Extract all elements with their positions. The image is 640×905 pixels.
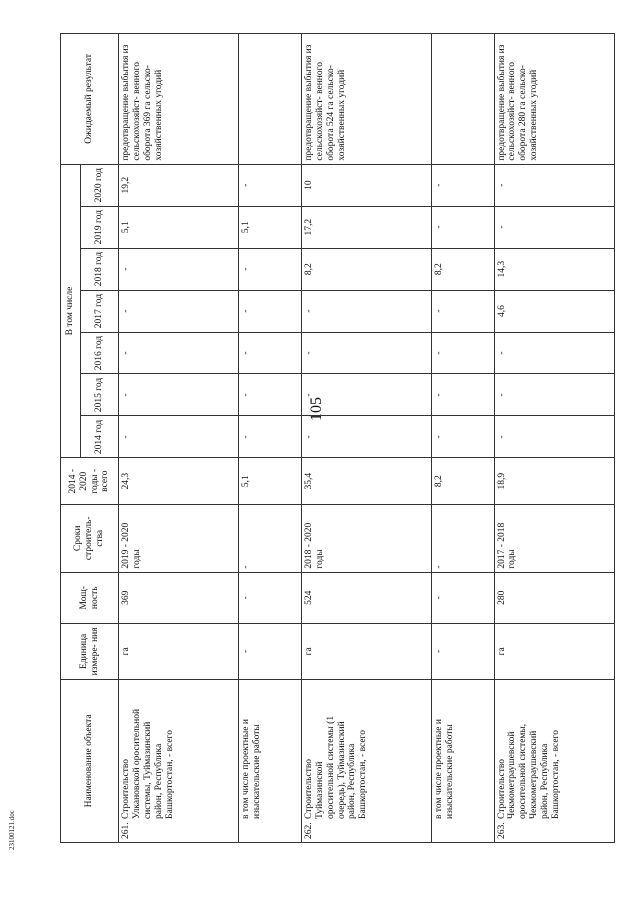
header-year: 2014 год: [81, 416, 119, 458]
term-cell: 2019 - 2020 годы: [119, 505, 239, 573]
term-cell: 2017 - 2018 годы: [494, 505, 615, 573]
year-value-cell: -: [239, 332, 301, 374]
row-number: 263.: [496, 822, 507, 839]
unit-cell: га: [494, 623, 615, 679]
table-row: [301, 34, 432, 843]
term-cell: -: [432, 505, 494, 573]
year-value-cell: -: [239, 248, 301, 290]
year-value-cell: -: [119, 374, 239, 416]
year-value-cell: -: [494, 164, 615, 206]
header-capacity: Мощ- ность: [61, 572, 119, 623]
table-row: [494, 34, 615, 843]
year-value-cell: 4,6: [494, 290, 615, 332]
year-value-cell: -: [432, 374, 494, 416]
objects-table: [60, 33, 615, 843]
year-value-cell: -: [494, 206, 615, 248]
year-value-cell: -: [301, 290, 432, 332]
unit-cell: -: [432, 623, 494, 679]
total-cell: 5,1: [239, 458, 301, 505]
year-value-cell: -: [119, 332, 239, 374]
header-expected: Ожидаемый результат: [61, 34, 119, 165]
year-value-cell: -: [432, 416, 494, 458]
header-year: 2018 год: [81, 248, 119, 290]
object-name: Строительство Чекмометраушевской оросительной системы, Чекмометраушевский район, Республика Башкортостан, - всего: [496, 723, 562, 819]
capacity-cell: 280: [494, 572, 615, 623]
unit-cell: га: [119, 623, 239, 679]
header-name: Наименование объекта: [61, 679, 119, 842]
document-table-rotated: [60, 33, 615, 843]
table-row: [239, 34, 301, 843]
object-name: Строительство Улкановской оросительной системы, Туймазинский район, Республика Башкортостан, - всего: [121, 708, 175, 819]
year-value-cell: -: [301, 416, 432, 458]
capacity-cell: -: [432, 572, 494, 623]
year-value-cell: 10: [301, 164, 432, 206]
year-value-cell: -: [239, 374, 301, 416]
year-value-cell: -: [239, 416, 301, 458]
capacity-cell: 369: [119, 572, 239, 623]
year-value-cell: 5,1: [239, 206, 301, 248]
name-cell: [494, 679, 615, 842]
year-value-cell: 19,2: [119, 164, 239, 206]
year-value-cell: 5,1: [119, 206, 239, 248]
term-cell: 2018 - 2020 годы: [301, 505, 432, 573]
header-year: 2015 год: [81, 374, 119, 416]
expected-result-cell: [432, 34, 494, 165]
header-year: 2016 год: [81, 332, 119, 374]
name-cell: [432, 679, 494, 842]
table-row: [432, 34, 494, 843]
year-value-cell: -: [432, 206, 494, 248]
year-value-cell: 8,2: [301, 248, 432, 290]
capacity-cell: 524: [301, 572, 432, 623]
expected-result-cell: предотвращение выбытия из сельскохозяйст- венного оборота 369 га сельско- хозяйственных угодий: [119, 34, 239, 165]
year-value-cell: -: [119, 416, 239, 458]
year-value-cell: -: [432, 332, 494, 374]
capacity-cell: -: [239, 572, 301, 623]
expected-result-cell: предотвращение выбытия из сельскохозяйст- венного оборота 280 га сельско- хозяйственных угодий: [494, 34, 615, 165]
year-value-cell: -: [494, 374, 615, 416]
row-number: 261.: [121, 822, 131, 839]
year-value-cell: 17,2: [301, 206, 432, 248]
term-cell: -: [239, 505, 301, 573]
header-term: Сроки строитель- ства: [61, 505, 119, 573]
year-value-cell: -: [119, 290, 239, 332]
header-year: 2017 год: [81, 290, 119, 332]
object-name: Строительство Туймазинской оросительной системы (1 очередь), Туймазинский район, Республика Башкортостан, - всего: [303, 715, 369, 819]
year-value-cell: -: [119, 248, 239, 290]
header-unit: Единица измере- ния: [61, 623, 119, 679]
header-year: 2020 год: [81, 164, 119, 206]
header-year: 2019 год: [81, 206, 119, 248]
unit-cell: -: [239, 623, 301, 679]
year-value-cell: -: [239, 290, 301, 332]
total-cell: 18,9: [494, 458, 615, 505]
year-value-cell: 8,2: [432, 248, 494, 290]
name-cell: [119, 679, 239, 842]
table-row: [119, 34, 239, 843]
year-value-cell: -: [432, 164, 494, 206]
row-number: 262.: [303, 822, 314, 839]
unit-cell: га: [301, 623, 432, 679]
expected-result-cell: предотвращение выбытия из сельскохозяйст- венного оборота 524 га сельско- хозяйственных угодий: [301, 34, 432, 165]
name-cell: [301, 679, 432, 842]
header-incl: В том числе: [61, 164, 81, 458]
total-cell: 35,4: [301, 458, 432, 505]
name-cell: [239, 679, 301, 842]
object-name: в том числе проектные и изыскательские работы: [434, 719, 456, 819]
year-value-cell: -: [432, 290, 494, 332]
object-name: в том числе проектные и изыскательские работы: [241, 719, 263, 819]
year-value-cell: -: [239, 164, 301, 206]
expected-result-cell: [239, 34, 301, 165]
year-value-cell: -: [301, 374, 432, 416]
page-number: 105: [308, 397, 325, 421]
year-value-cell: -: [301, 332, 432, 374]
total-cell: 24,3: [119, 458, 239, 505]
footer-filename: 23100121.doc: [8, 810, 16, 850]
year-value-cell: -: [494, 416, 615, 458]
year-value-cell: 14,3: [494, 248, 615, 290]
year-value-cell: -: [494, 332, 615, 374]
header-total: 2014 - 2020 годы - всего: [61, 458, 119, 505]
total-cell: 8,2: [432, 458, 494, 505]
